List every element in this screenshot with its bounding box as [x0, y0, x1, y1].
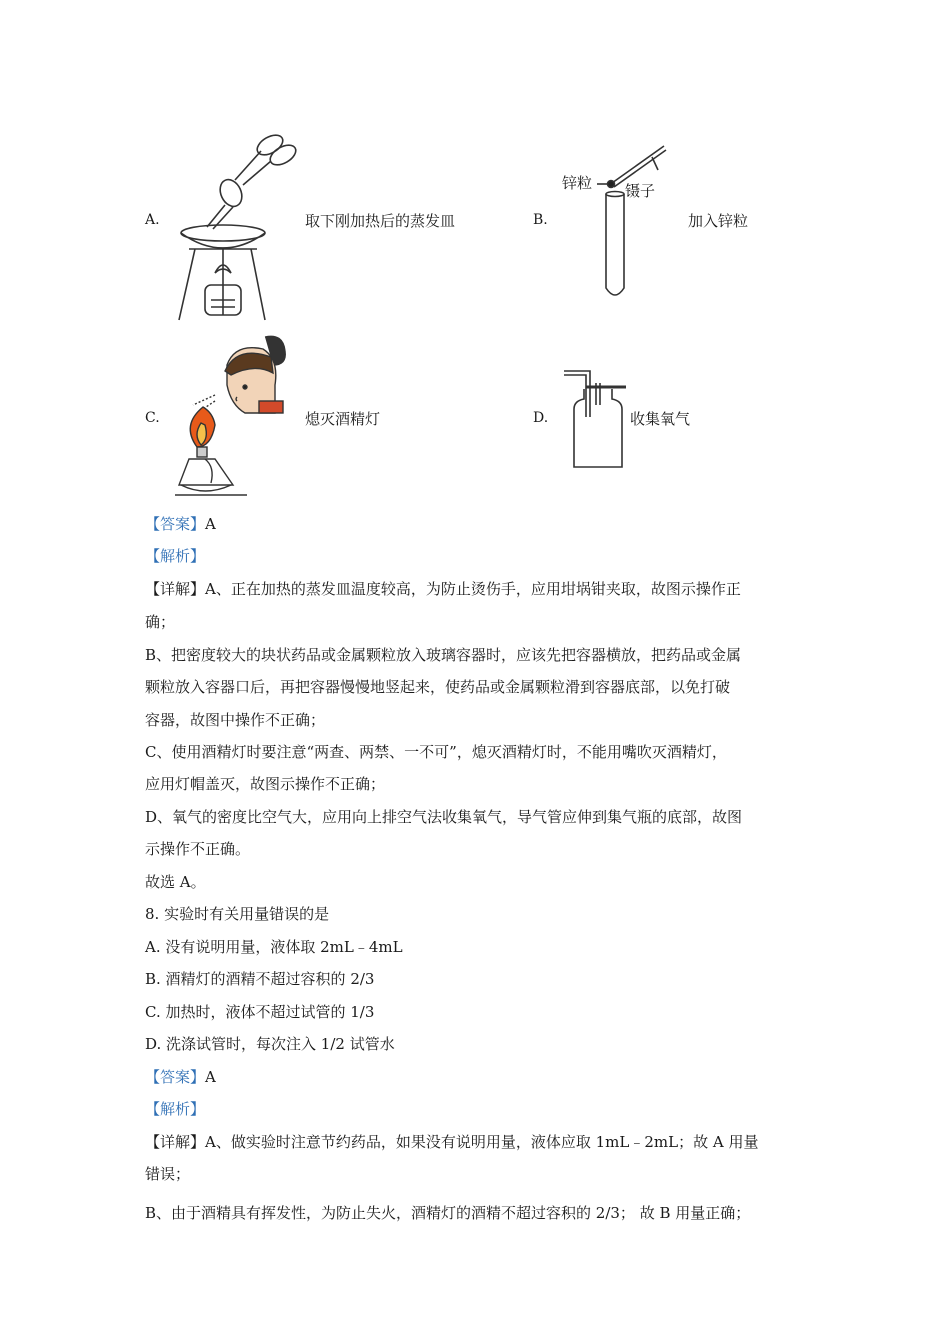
q7-analysis-line [145, 545, 205, 566]
analysis-tag: 【解析】 [145, 547, 206, 565]
detail-tag: 【详解】 [145, 1133, 206, 1151]
explanation-text: 确； [145, 613, 176, 631]
q8-analysis-line [145, 1098, 205, 1119]
option-d-letter: D. [533, 410, 549, 426]
tweezers-label: 镊子 [625, 182, 656, 200]
test-tube-tweezers-figure [600, 140, 680, 305]
q8-choice-d: D. 洗涤试管时，每次注入 1/2 试管水 [145, 1035, 395, 1053]
explanation-text: 示操作不正确。 [145, 840, 251, 858]
explanation-text: B、由于酒精具有挥发性，为防止失火，酒精灯的酒精不超过容积的 2/3； 故 B 用量正确； [145, 1204, 751, 1222]
q7-detail-line [145, 578, 741, 599]
option-b-caption: 加入锌粒 [688, 212, 749, 230]
option-a-letter: A. [145, 212, 160, 228]
explanation-text: B、把密度较大的块状药品或金属颗粒放入玻璃容器时，应该先把容器横放，把药品或金属 [145, 646, 742, 664]
explanation-text: A、做实验时注意节约药品，如果没有说明用量，液体应取 1mL﹣2mL；故 A 用量 [205, 1133, 759, 1151]
q8-choice-a: A. 没有说明用量，液体取 2mL﹣4mL [145, 938, 403, 956]
option-d-caption: 收集氧气 [630, 410, 691, 428]
detail-tag: 【详解】 [145, 580, 206, 598]
conclusion-text: 故选 A。 [145, 873, 206, 891]
answer-value: A [205, 515, 216, 533]
option-c-letter: C. [145, 410, 160, 426]
explanation-text: A、正在加热的蒸发皿温度较高，为防止烫伤手，应用坩埚钳夹取，故图示操作正 [205, 580, 741, 598]
q7-answer-line [145, 513, 216, 534]
explanation-text: 应用灯帽盖灭，故图示操作不正确； [145, 775, 386, 793]
blowing-out-alcohol-lamp-figure [175, 335, 300, 500]
option-a-caption: 取下刚加热后的蒸发皿 [305, 212, 456, 230]
q8-stem: 8. 实验时有关用量错误的是 [145, 905, 330, 923]
explanation-text: 容器，故图中操作不正确； [145, 711, 326, 729]
q8-answer-line [145, 1066, 216, 1087]
q8-choice-c: C. 加热时，液体不超过试管的 1/3 [145, 1003, 375, 1021]
answer-value: A [205, 1068, 216, 1086]
q8-detail-line [145, 1131, 758, 1152]
explanation-text: C、使用酒精灯时要注意“两查、两禁、一不可”，熄灭酒精灯时，不能用嘴吹灭酒精灯， [145, 743, 727, 761]
answer-tag: 【答案】 [145, 1068, 206, 1086]
q8-choice-b: B. 酒精灯的酒精不超过容积的 2/3 [145, 970, 375, 988]
gas-collection-bottle-figure [560, 365, 630, 470]
option-c-caption: 熄灭酒精灯 [305, 410, 381, 428]
option-b-letter: B. [533, 212, 548, 228]
answer-tag: 【答案】 [145, 515, 206, 533]
explanation-text: 颗粒放入容器口后，再把容器慢慢地竖起来，使药品或金属颗粒滑到容器底部，以免打破 [145, 678, 731, 696]
explanation-text: D、氧气的密度比空气大，应用向上排空气法收集氧气，导气管应伸到集气瓶的底部，故图 [145, 808, 743, 826]
explanation-text: 错误； [145, 1165, 191, 1183]
analysis-tag: 【解析】 [145, 1100, 206, 1118]
zinc-granule-label: 锌粒 [562, 174, 593, 192]
crucible-tongs-evaporating-dish-figure [165, 125, 305, 325]
